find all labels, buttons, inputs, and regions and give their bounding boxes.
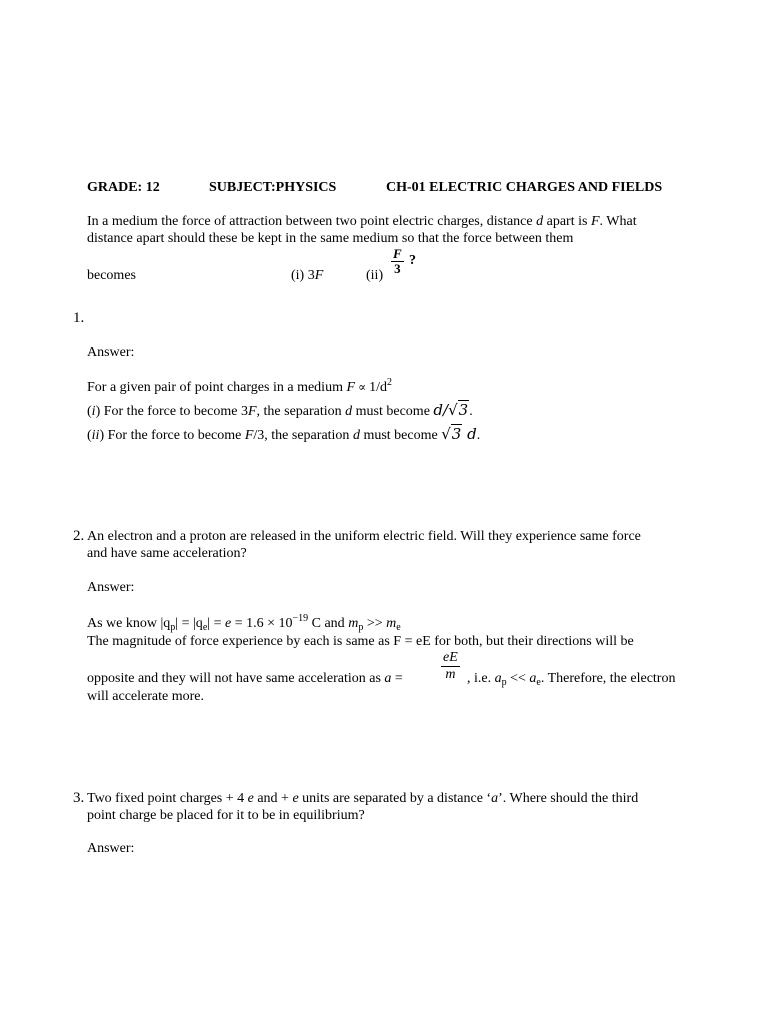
q1-option-i: (i) 3F — [291, 268, 324, 283]
q2-answer-line3-part1: opposite and they will not have same acceleration as a = — [87, 671, 403, 686]
q2-fraction-eE-over-m: $\frac{eE}{m}$ — [443, 650, 458, 682]
q3-text-line1: Two fixed point charges + 4 e and + e units are separated by a distance ‘a’. Where should the third — [87, 791, 639, 806]
q1-answer-line1: For a given pair of point charges in a medium $F \propto 1/d^2$ — [87, 377, 393, 395]
subject-label: SUBJECT:PHYSICS — [209, 180, 337, 195]
q1-d-over-root3: d/√3 — [433, 401, 469, 419]
q1-fraction-f-over-3: $\frac{F}{3}$ — [393, 246, 402, 276]
q2-answer-line1: As we know $|q_p| = |q_e| = e = 1.6 \times 10^{-19}$ C and $m_p >> m_e$ — [87, 613, 401, 633]
q1-question-mark: ? — [409, 253, 416, 268]
q2-answer-line2: The magnitude of force experience by each is same as F = eE for both, but their directions will be — [87, 634, 634, 649]
q2-answer-line4: will accelerate more. — [87, 689, 204, 704]
q2-answer-label: Answer: — [87, 580, 135, 595]
q3-number: 3. — [73, 790, 85, 806]
q1-number: 1. — [73, 310, 85, 326]
q1-answer-label: Answer: — [87, 345, 135, 360]
q1-option-ii: (ii) — [366, 268, 384, 283]
q1-answer-line3: (ii) For the force to become F/3, the separation d must become √3 d. — [87, 425, 481, 443]
grade-label: GRADE: 12 — [87, 180, 160, 195]
q3-answer-label: Answer: — [87, 841, 135, 856]
q2-text-line2: and have same acceleration? — [87, 546, 247, 561]
q2-number: 2. — [73, 528, 85, 544]
q1-becomes-label: becomes — [87, 268, 136, 283]
chapter-title: CH-01 ELECTRIC CHARGES AND FIELDS — [386, 180, 663, 195]
q2-answer-line3-part2: , i.e. $a_p << a_e$. Therefore, the electron — [467, 671, 676, 688]
q3-text-line2: point charge be placed for it to be in equilibrium? — [87, 808, 365, 823]
q1-text-line1: In a medium the force of attraction between two point electric charges, distance d apart is F. What — [87, 214, 637, 229]
q1-text-line2: distance apart should these be kept in the same medium so that the force between them — [87, 231, 574, 246]
q2-text-line1: An electron and a proton are released in the uniform electric field. Will they experience same force — [87, 529, 641, 544]
q1-root3-d: √3 d — [441, 425, 477, 443]
q1-answer-line2: (i) For the force to become 3F, the separation d must become d/√3. — [87, 401, 473, 419]
